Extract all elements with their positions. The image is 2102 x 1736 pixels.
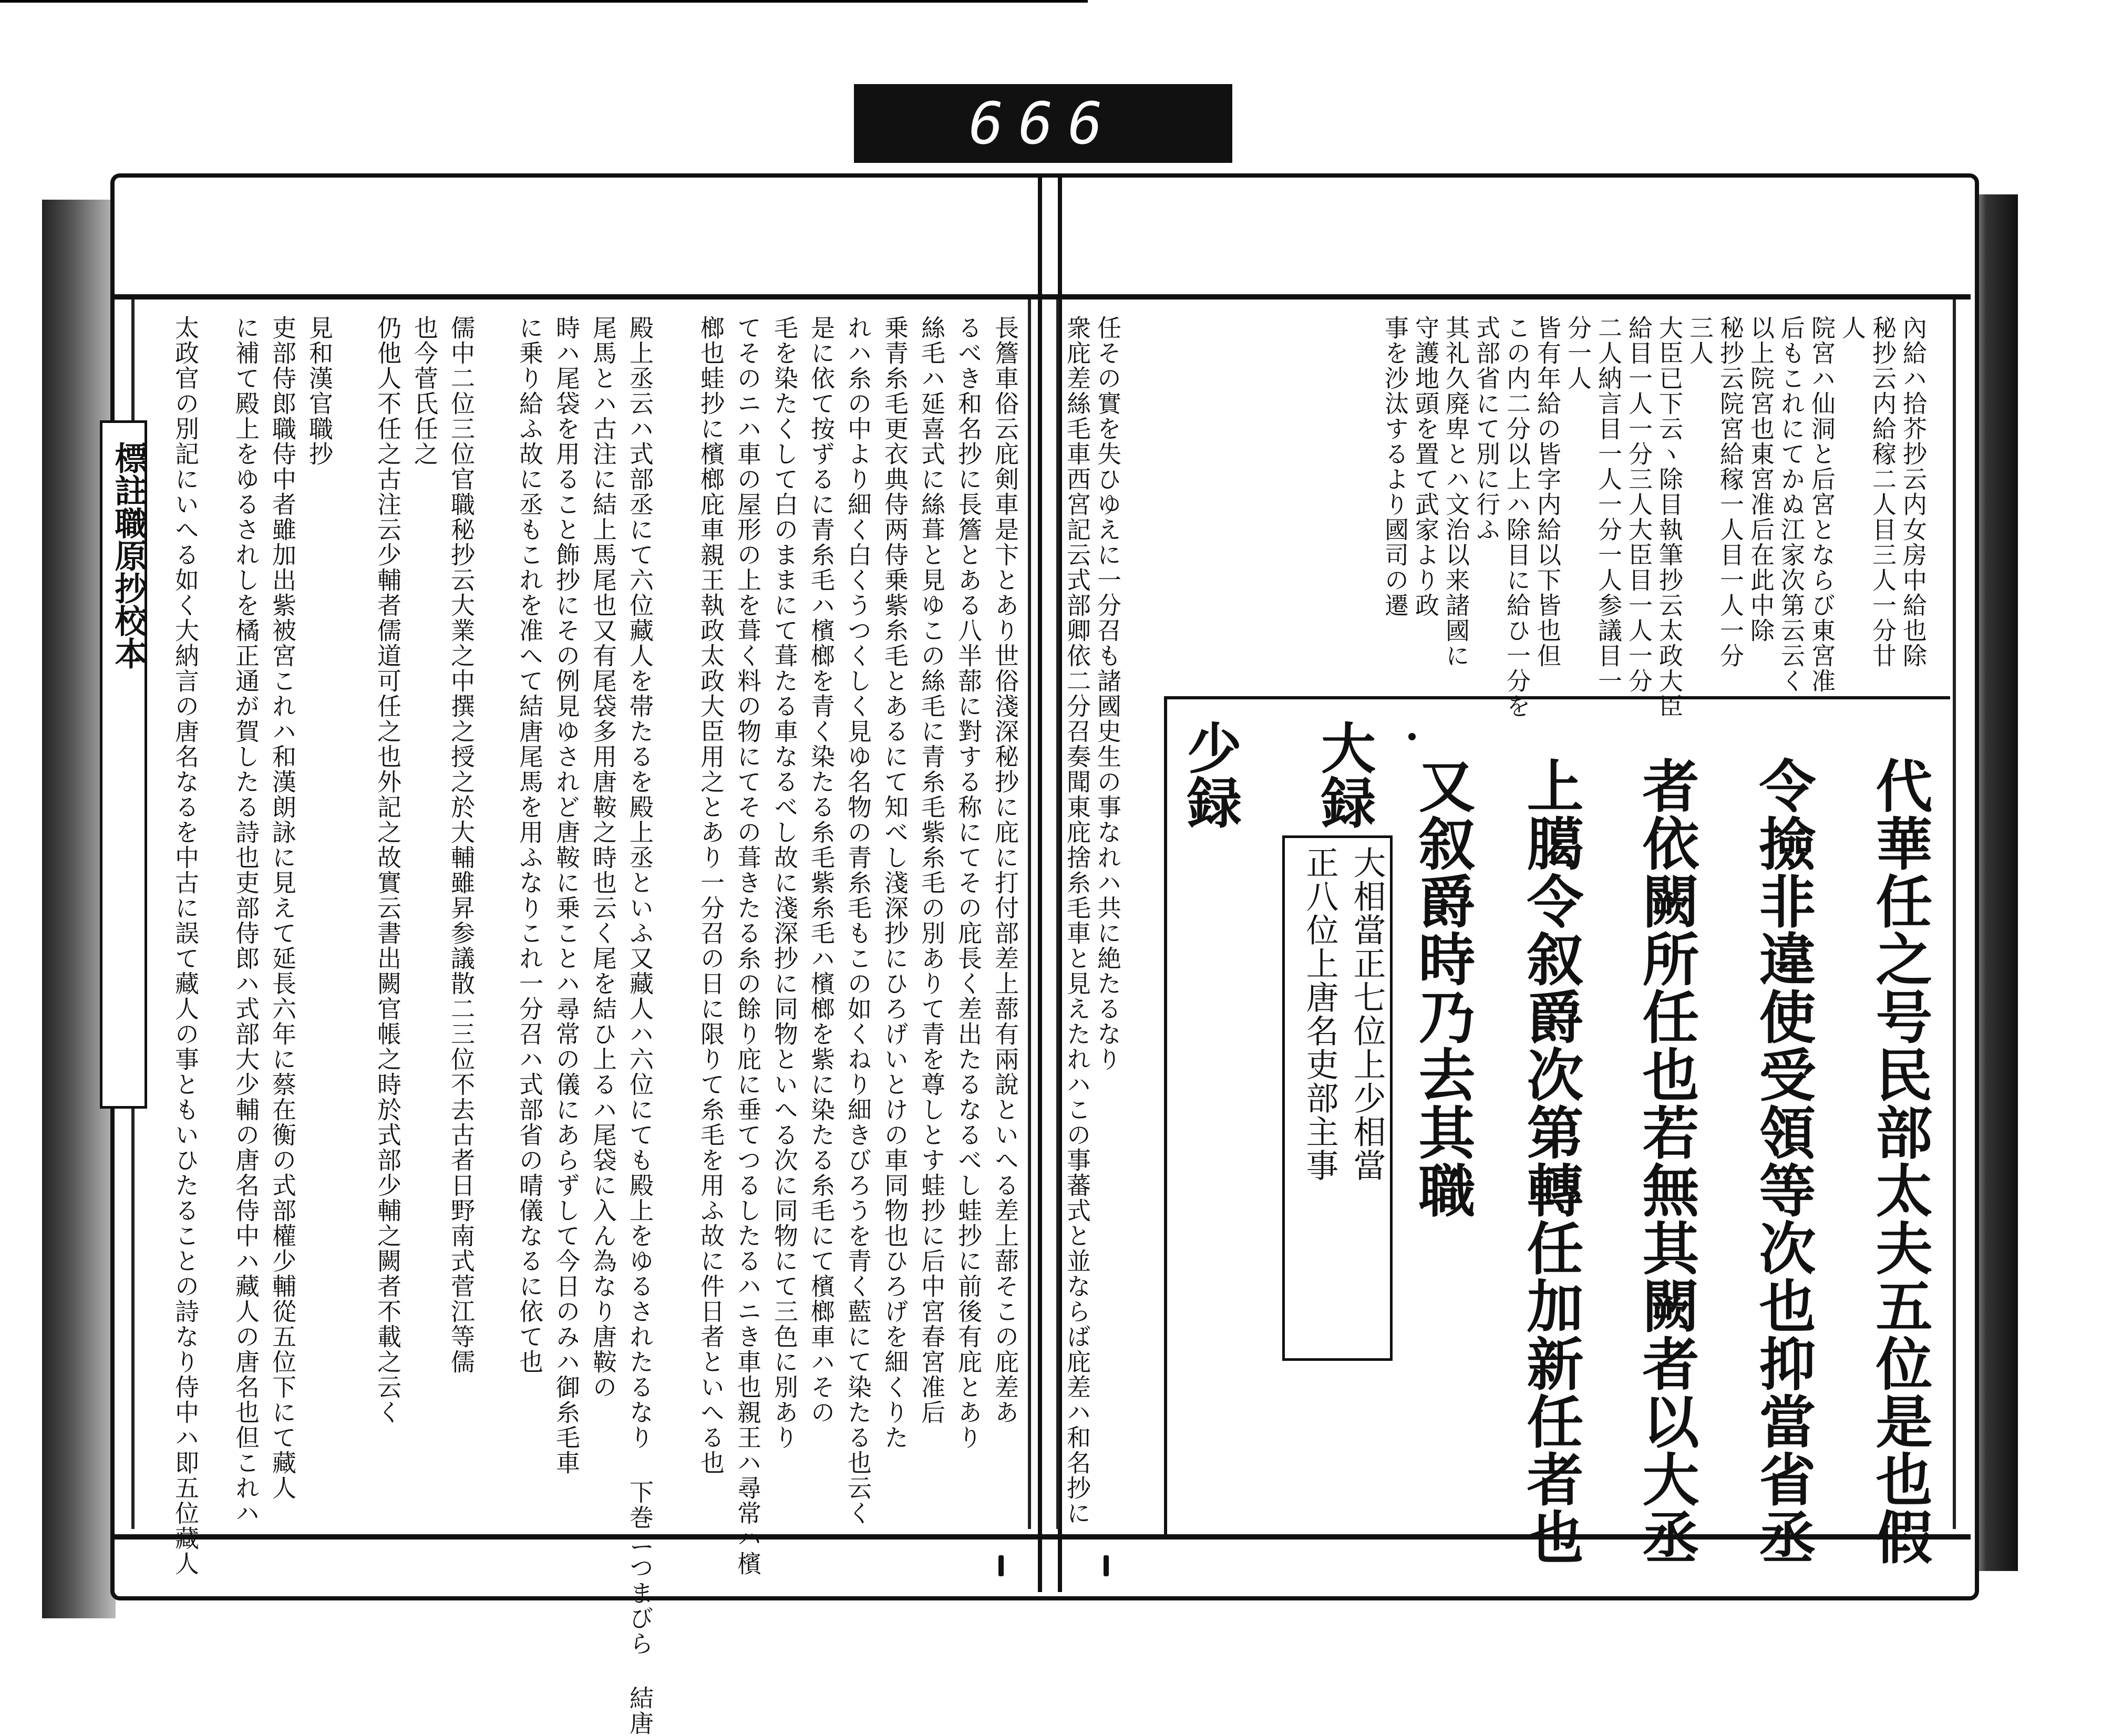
left-column: に補て殿上をゆるされしを橘正通が賀したる詩也吏部侍郎ハ式部大少輔の唐名侍中ハ藏人の唐名也但これハ	[232, 315, 260, 1526]
commentary-column: 人	[1838, 315, 1867, 340]
commentary-column: この内二分以上ハ除目に給ひ一分を	[1503, 315, 1531, 719]
commentary-column: 皆有年給の皆字内給以下皆也但	[1533, 315, 1562, 668]
commentary-column: 守護地頭を置て武家より政	[1411, 315, 1440, 618]
commentary-column: 任その實を失ひゆえに一分召も諸國史生の事なれハ共に絶たるなり	[1094, 315, 1122, 1072]
left-column: 也今菅氏任之	[410, 315, 439, 467]
scan-speck	[998, 1555, 1004, 1576]
commentary-column: 事を沙汰するより國司の遷	[1381, 315, 1409, 618]
main-text-column: 者依闕所任也若無其闕者以大丞	[1633, 757, 1699, 1566]
main-text-column: 又叙爵時乃去其職	[1409, 757, 1475, 1219]
left-column: 殿上丞云ハ式部丞にて六位藏人を帯たるを殿上丞といふ又藏人ハ六位にても殿上をゆるされたるなり 下巻ニつまびら 結唐	[626, 315, 654, 1736]
left-column: 絲毛ハ延喜式に絲葺と見ゆこの絲毛に青糸毛紫糸毛の別ありて青を尊しとす蛙抄に后中宮春宮准后	[918, 315, 946, 1425]
scan-speck	[1408, 733, 1416, 740]
commentary-column: 內給ハ拾芥抄云内女房中給也除	[1899, 315, 1928, 668]
commentary-column: 大臣已下云ヽ除目執筆抄云太政大臣	[1655, 315, 1684, 719]
left-column: 吏部侍郎職侍中者雖加出紫被宮これハ和漢朗詠に見えて延長六年に蔡在衡の式部權少輔從五位下にて藏人	[269, 315, 297, 1501]
margin-title: 標註職原抄校本	[109, 441, 148, 669]
commentary-column: 二人納言目一人一分一人参議目一	[1594, 315, 1623, 694]
left-column: 太政官の別記にいへる如く大納言の唐名なるを中古に誤て藏人の事ともいひたることの詩なり侍中ハ即五位藏人	[171, 315, 200, 1576]
top-rule	[0, 0, 1088, 3]
commentary-column: 給目一人一分三人大臣目一人一分	[1625, 315, 1653, 694]
left-column: 時ハ尾袋を用ること飾抄にその例見ゆされど唐鞍に乗ことハ尋常の儀にあらずして今日のみハ御糸毛車	[552, 315, 581, 1475]
left-column: るべき和名抄に長簷とある八半蔀に對する称にてその庇長く差出たるなるべし蛙抄に前後有庇とあり	[954, 315, 983, 1450]
left-column: 儒中二位三位官職秘抄云大業之中撰之授之於大輔雖昇参議散二三位不去古者日野南式菅江等儒	[447, 315, 476, 1375]
heading-shoroku: 少録	[1178, 720, 1242, 829]
heading-dairoku: 大録	[1312, 720, 1376, 829]
left-column: 仍他人不任之古注云少輔者儒道可任之也外記之故實云書出闕官帳之時於式部少輔之闕者不載之云く	[374, 315, 402, 1425]
commentary-column: 三人	[1686, 315, 1714, 366]
left-column: 乗青糸毛更衣典侍两侍乗紫糸毛とあるにて知べし淺深抄にひろげいとけの車同物也ひろげを細くりた	[881, 315, 909, 1450]
rank-note: 正八位上唐名吏部主事	[1301, 846, 1339, 1182]
commentary-column: 式部省にて別に行ふ	[1472, 315, 1501, 542]
commentary-column: 其礼久廃卑とハ文治以来諸國に	[1442, 315, 1470, 668]
rank-note: 大相當正七位上少相當	[1348, 846, 1386, 1182]
left-column: 尾馬とハ古注に結上馬尾也又有尾袋多用唐鞍之時也云く尾を結ひ上るハ尾袋に入ん為なり唐鞍の	[589, 315, 617, 1400]
commentary-column: 后もこれにてかぬ江家次第云云く	[1777, 315, 1806, 694]
scan-speck	[1104, 1555, 1109, 1576]
commentary-column: 院宮ハ仙洞と后宮とならび東宮准	[1808, 315, 1836, 694]
left-column: 毛を染たくして白のままにて葺たる車なるべし故に淺深抄に同物といへる次に同物にて三色に別あり	[770, 315, 799, 1450]
main-text-column: 上臈令叙爵次第轉任加新任者也	[1517, 757, 1583, 1566]
commentary-column: 秘抄云内給稼二人目三人一分廿	[1869, 315, 1897, 668]
commentary-column: 秘抄云院宮給稼一人目一人一分	[1716, 315, 1745, 668]
left-column: に乗り給ふ故に丞もこれを准へて結唐尾馬を用ふなりこれ一分召ハ式部省の晴儀なるに依て也	[516, 315, 544, 1375]
main-text-column: 令撿非違使受領等次也抑當省丞	[1749, 757, 1816, 1566]
commentary-column: 衆庇差絲毛車西宮記云式部卿依二分召奏聞東庇捨糸毛車と見えたれハこの事蕃式と並ならば庇差ハ和名抄に	[1063, 315, 1091, 1526]
left-column: 長簷車俗云庇剣車是卞とあり世俗淺深秘抄に庇に打付部差上蔀有兩說といへる差上蔀そこの庇差あ	[991, 315, 1019, 1425]
left-column: 榔也蛙抄に檳榔庇車親王執政太政大臣用之とあり一分召の日に限りて糸毛を用ふ故に件日者といへる也	[697, 315, 725, 1475]
left-column: 見和漢官職抄	[305, 315, 334, 467]
commentary-column: 分一人	[1564, 315, 1592, 391]
film-reel-label: 666	[854, 84, 1232, 163]
left-column: れハ糸の中より細く白くうつくしく見ゆ名物の青糸毛もこの如くねり細きびろうを青く藍にて染たる也云く	[844, 315, 872, 1526]
main-text-column: 代華任之号民部太夫五位是也假	[1866, 757, 1932, 1566]
left-column: 是に依て按ずるに青糸毛ハ檳榔を青く染たる糸毛紫糸毛ハ檳榔を紫に染たる糸毛にて檳榔車ハその	[807, 315, 836, 1425]
left-column: てそのニハ車の屋形の上を葺く料の物にてその葺きたる糸の餘り庇に垂てつるしたるハニき車也親王ハ尋常ハ檳	[734, 315, 762, 1576]
commentary-column: 以上院宮也東宮准后在此中除	[1747, 315, 1775, 643]
